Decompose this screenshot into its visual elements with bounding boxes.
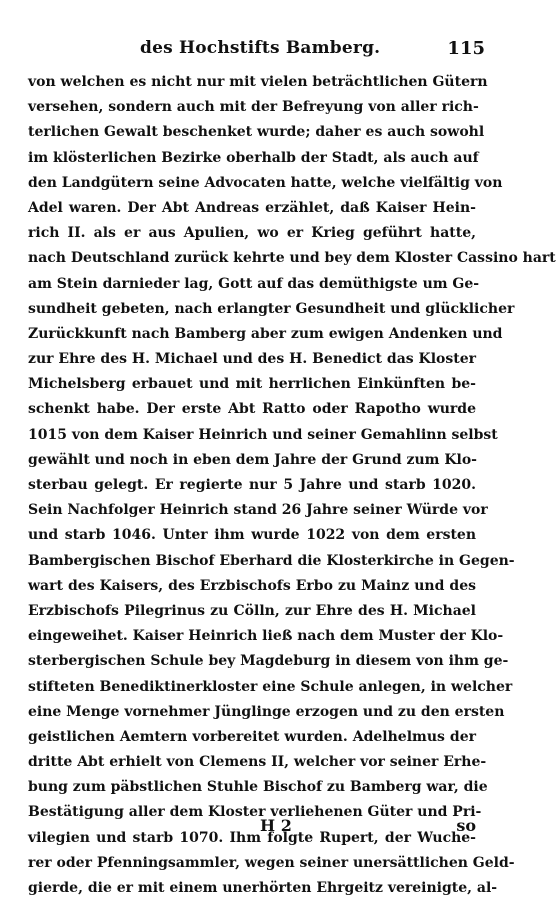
text-line: stifteten Benediktinerkloster eine Schule anlegen, in welcher — [28, 678, 513, 695]
text-line: nach Deutschland zurück kehrte und bey dem Kloster Cassino hart — [28, 250, 556, 267]
text-line: Sein Nachfolger Heinrich stand 26 Jahre seiner Würde vor — [28, 502, 488, 519]
text-line: von welchen es nicht nur mit vielen beträchtlichen Gütern — [28, 74, 488, 90]
text-line: und starb 1046. Unter ihm wurde 1022 von dem ersten — [28, 527, 476, 544]
text-line: am Stein darnieder lag, Gott auf das demüthigste um Ge- — [28, 275, 480, 292]
page-number: 115 — [447, 38, 485, 59]
text-line: eine Menge vornehmer Jünglinge erzogen und zu den ersten — [28, 703, 505, 720]
text-line: sundheit gebeten, nach erlangter Gesundheit und glücklicher — [28, 300, 515, 317]
running-head: des Hochstifts Bamberg. — [140, 38, 381, 58]
text-line: Bambergischen Bischof Eberhard die Klosterkirche in Gegen- — [28, 552, 515, 569]
text-line: zur Ehre des H. Michael und des H. Benedict das Kloster — [28, 351, 476, 368]
catchword: so — [456, 816, 476, 835]
text-line: versehen, sondern auch mit der Befreyung von aller rich- — [28, 99, 479, 116]
text-line: gewählt und noch in eben dem Jahre der Grund zum Klo- — [28, 451, 477, 468]
text-line: terlichen Gewalt beschenket wurde; daher es auch sowohl — [28, 124, 485, 141]
text-line: Erzbischofs Pilegrinus zu Cölln, zur Ehre des H. Michael — [28, 602, 476, 619]
text-line: Zurückkunft nach Bamberg aber zum ewigen Andenken und — [28, 325, 503, 342]
text-line: dritte Abt erhielt von Clemens II, welcher vor seiner Erhe- — [28, 754, 487, 771]
text-line: rich II. als er aus Apulien, wo er Krieg geführt hatte, — [28, 225, 476, 242]
text-line: schenkt habe. Der erste Abt Ratto oder Rapotho wurde — [28, 401, 476, 418]
text-line: eingeweihet. Kaiser Heinrich ließ nach dem Muster der Klo- — [28, 628, 504, 645]
text-line: rer oder Pfenningsammler, wegen seiner unersättlichen Geld- — [28, 854, 515, 871]
text-line: 1015 von dem Kaiser Heinrich und seiner Gemahlinn selbst — [28, 426, 498, 443]
text-line: im klösterlichen Bezirke oberhalb der Stadt, als auch auf — [28, 149, 479, 166]
text-line: den Landgütern seine Advocaten hatte, welche vielfältig von — [28, 174, 503, 191]
text-line: sterbau gelegt. Er regierte nur 5 Jahre und starb 1020. — [28, 477, 476, 493]
signature-mark: H 2 — [260, 816, 292, 835]
text-line: Adel waren. Der Abt Andreas erzählet, daß Kaiser Hein- — [28, 199, 476, 216]
text-line: gierde, die er mit einem unerhörten Ehrgeitz vereinigte, al- — [28, 880, 498, 896]
text-line: sterbergischen Schule bey Magdeburg in diesem von ihm ge- — [28, 653, 509, 670]
text-line: Bestätigung aller dem Kloster verliehenen Güter und Pri- — [28, 804, 482, 821]
body-text — [28, 70, 556, 901]
text-line: vilegien und starb 1070. Ihm folgte Rupert, der Wuche- — [28, 829, 476, 846]
text-line: geistlichen Aemtern vorbereitet wurden. Adelhelmus der — [28, 728, 476, 745]
text-line: wart des Kaisers, des Erzbischofs Erbo zu Mainz und des — [28, 577, 476, 594]
text-line: Michelsberg erbauet und mit herrlichen Einkünften be- — [28, 376, 476, 393]
page-footer — [28, 816, 476, 840]
page-header — [140, 38, 485, 64]
text-line: bung zum päbstlichen Stuhle Bischof zu Bamberg war, die — [28, 779, 488, 796]
